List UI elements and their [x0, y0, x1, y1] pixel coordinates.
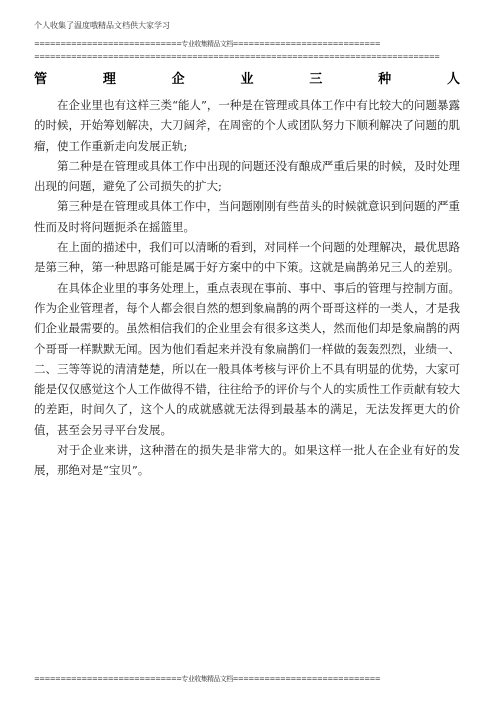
- header-rule: =============================================================================: [34, 53, 440, 61]
- title-char: 管: [34, 71, 48, 87]
- header-note: 个人收集了温度哦精品文档供大家学习: [34, 21, 170, 30]
- footer-divider: ============================专业收集精品文档============================: [34, 675, 381, 683]
- title-char: 种: [378, 71, 392, 87]
- document-title: [34, 68, 460, 86]
- title-char: 理: [102, 71, 116, 87]
- paragraph: 在上面的描述中，我们可以清晰的看到，对同样一个问题的处理解决，最优思路是第三种，第一种思路可能是属于好方案中的中下策。这就是扁鹊弟兄三人的差别。: [34, 240, 460, 275]
- paragraph: 对于企业来讲，这种潜在的损失是非常大的。如果这样一批人在企业有好的发展，那绝对是“宝贝”。: [34, 443, 460, 478]
- paragraph: 第二种是在管理或具体工作中出现的问题还没有酿成严重后果的时候，及时处理出现的问题，避免了公司损失的扩大;: [34, 158, 460, 194]
- document-body: [34, 95, 460, 481]
- paragraph: 在企业里也有这样三类“能人”，一种是在管理或具体工作中有比较大的问题暴露的时候，开始筹划解决，大刀阔斧，在周密的个人或团队努力下顺利解决了问题的肌瘤，使工作重新走向发展正轨;: [34, 98, 460, 153]
- title-char: 业: [240, 71, 254, 87]
- paragraph: 第三种是在管理或具体工作中，当问题刚刚有些苗头的时候就意识到问题的严重性而及时将问题扼杀在摇篮里。: [34, 199, 460, 234]
- title-char: 企: [171, 71, 185, 87]
- title-char: 人: [446, 71, 460, 87]
- header-divider: ============================专业收集精品文档============================: [34, 40, 381, 48]
- title-char: 三: [309, 71, 323, 87]
- paragraph: 在具体企业里的事务处理上，重点表现在事前、事中、事后的管理与控制方面。作为企业管理者，每个人都会很自然的想到象扁鹊的两个哥哥这样的一类人，才是我们企业最需要的。虽然相信我们的企业里会有很多这类人，然而他们却是象扁鹊的两个哥哥一样默默无闻。因为他们看起来并没有象扁鹊们一样做的轰轰烈烈，业绩一、二、三等等说的清清楚楚，所以在一般具体考核与评价上不具有明显的优势，大家可能是仅仅感觉这个人工作做得不错，往往给予的评价与个人的实质性工作贡献有较大的差距，时间久了，这个人的成就感就无法得到最基本的满足，无法发挥更大的价值，甚至会另寻平台发展。: [34, 280, 460, 437]
